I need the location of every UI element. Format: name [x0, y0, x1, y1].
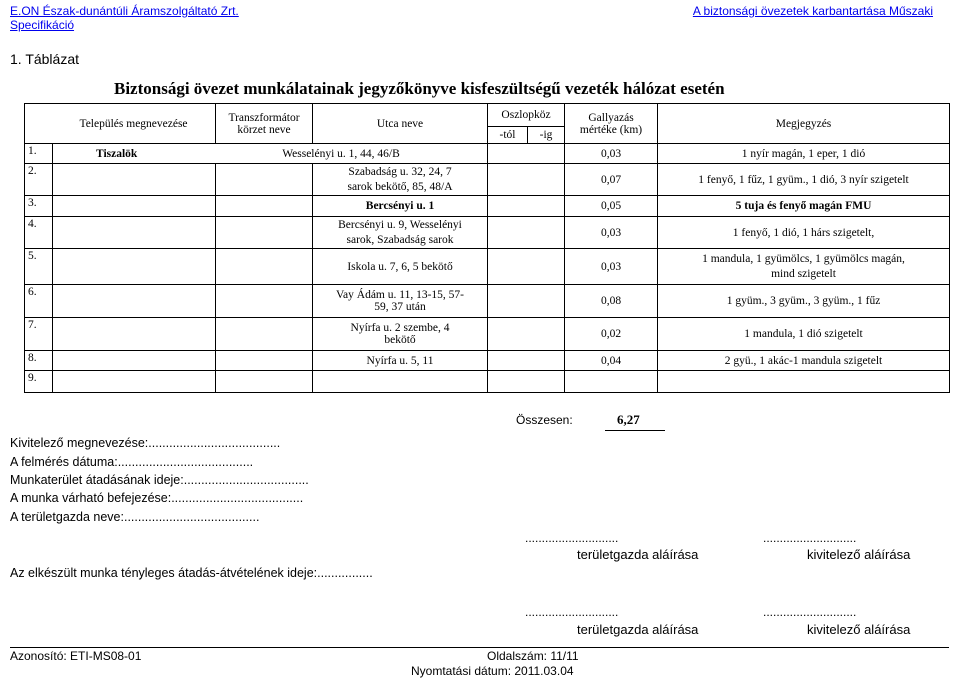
pruning-km: 0,03: [565, 144, 658, 164]
street-name: Wesselényi u. 1, 44, 46/B: [282, 147, 400, 160]
remark-cell: 1 gyüm., 3 gyüm., 3 gyüm., 1 fűz: [658, 285, 950, 318]
row-settlement-street: [53, 144, 488, 164]
street-cell: [313, 371, 488, 393]
settlement-cell: [53, 164, 216, 196]
table-row: [25, 217, 950, 249]
table-row: [25, 249, 950, 285]
street-name: Bercsényi u. 1: [313, 196, 488, 217]
land-manager-field: A területgazda neve:.......................................: [10, 510, 260, 524]
pruning-km: 0,02: [565, 318, 658, 351]
table-row: [25, 285, 950, 318]
table-row: [25, 144, 950, 164]
street-name: Iskola u. 7, 6, 5 bekötő: [313, 249, 488, 285]
signature-dots-contractor-1: ............................: [763, 531, 857, 545]
remark-cell: [658, 371, 950, 393]
total-value: 6,27: [617, 412, 640, 427]
remark-cell: 2 gyü., 1 akác-1 mandula szigetelt: [658, 351, 950, 371]
transformer-cell: [216, 318, 313, 351]
pole-span-cell: [488, 164, 565, 196]
total-label: Összesen:: [516, 413, 573, 427]
settlement-cell: [53, 196, 216, 217]
table-row: [25, 164, 950, 196]
transformer-cell: [216, 164, 313, 196]
table-row: [25, 318, 950, 351]
signature-dots-landowner-1: ............................: [525, 531, 619, 545]
specification-link[interactable]: Specifikáció: [10, 18, 75, 32]
settlement-name: Tiszalök: [96, 147, 138, 160]
remark-cell: 1 mandula, 1 dió szigetelt: [658, 318, 950, 351]
pole-span-cell: [488, 285, 565, 318]
col-header-settlement: Település megnevezése: [25, 104, 216, 144]
print-date: Nyomtatási dátum: 2011.03.04: [411, 664, 574, 678]
pruning-km: 0,07: [565, 164, 658, 196]
pole-span-cell: [488, 318, 565, 351]
col-header-pruning: Gallyazás mértéke (km): [565, 104, 658, 144]
col-header-street: Utca neve: [313, 104, 488, 144]
pole-span-cell: [488, 351, 565, 371]
pruning-cell: [565, 371, 658, 393]
remark-cell: 1 mandula, 1 gyümölcs, 1 gyümölcs magán, mind szigetelt: [658, 249, 950, 285]
row-number: 1.: [25, 144, 53, 164]
actual-handover-field: Az elkészült munka tényleges átadás-átvételének ideje:................: [10, 566, 373, 580]
contractor-signature-label-2: kivitelező aláírása: [807, 622, 911, 637]
document-title: A biztonsági övezetek karbantartása Műszaki: [692, 4, 933, 18]
col-header-pole-span: Oszlopköz: [488, 104, 565, 127]
survey-date-field: A felmérés dátuma:.......................................: [10, 455, 254, 469]
handover-date-field: Munkaterület átadásának ideje:....................................: [10, 473, 309, 487]
total-underline: [605, 430, 665, 431]
signature-dots-landowner-2: ............................: [525, 605, 619, 619]
settlement-cell: [53, 217, 216, 249]
row-number: 8.: [25, 351, 53, 371]
row-number: 6.: [25, 285, 53, 318]
contractor-signature-label-1: kivitelező aláírása: [807, 547, 911, 562]
row-number: 4.: [25, 217, 53, 249]
remark-cell: 5 tuja és fenyő magán FMU: [658, 196, 950, 217]
landowner-signature-label-2: területgazda aláírása: [577, 622, 699, 637]
street-name: Nyírfa u. 5, 11: [313, 351, 488, 371]
pole-span-cell: [488, 371, 565, 393]
settlement-cell: [53, 371, 216, 393]
pruning-km: 0,03: [565, 217, 658, 249]
company-name: E.ON Észak-dunántúli Áramszolgáltató Zrt.: [10, 4, 239, 18]
pruning-km: 0,05: [565, 196, 658, 217]
pruning-km: 0,04: [565, 351, 658, 371]
work-record-table: [24, 103, 949, 393]
street-name: Bercsényi u. 9, Wesselényi sarok, Szabadság sarok: [313, 217, 488, 249]
street-name: Vay Ádám u. 11, 13-15, 57- 59, 37 után: [313, 285, 488, 318]
col-header-remark: Megjegyzés: [658, 104, 950, 144]
footer-divider: [10, 647, 949, 648]
transformer-cell: [216, 351, 313, 371]
pole-span-cell: [488, 144, 565, 164]
row-number: 2.: [25, 164, 53, 196]
pole-span-cell: [488, 249, 565, 285]
street-name: Szabadság u. 32, 24, 7 sarok bekötő, 85, 48/A: [313, 164, 488, 196]
row-number: 7.: [25, 318, 53, 351]
landowner-signature-label-1: területgazda aláírása: [577, 547, 699, 562]
transformer-cell: [216, 285, 313, 318]
signature-dots-contractor-2: ............................: [763, 605, 857, 619]
table-row: [25, 371, 950, 393]
expected-finish-field: A munka várható befejezése:......................................: [10, 491, 304, 505]
document-id: Azonosító: ETI-MS08-01: [10, 649, 142, 663]
col-header-transformer: Transzformátor körzet neve: [216, 104, 313, 144]
contractor-name-field: Kivitelező megnevezése:......................................: [10, 436, 281, 450]
col-header-from: -tól: [488, 127, 528, 144]
settlement-cell: [53, 249, 216, 285]
pole-span-cell: [488, 217, 565, 249]
row-number: 5.: [25, 249, 53, 285]
pruning-km: 0,08: [565, 285, 658, 318]
remark-cell: 1 fenyő, 1 dió, 1 hárs szigetelt,: [658, 217, 950, 249]
table-header-row: [25, 104, 950, 127]
remark-cell: 1 nyír magán, 1 eper, 1 dió: [658, 144, 950, 164]
street-name: Nyírfa u. 2 szembe, 4 bekötő: [313, 318, 488, 351]
settlement-cell: [53, 351, 216, 371]
pole-span-cell: [488, 196, 565, 217]
settlement-cell: [53, 318, 216, 351]
pruning-km: 0,03: [565, 249, 658, 285]
table-label: 1. Táblázat: [10, 51, 80, 67]
page-number: Oldalszám: 11/11: [487, 649, 579, 663]
settlement-cell: [53, 285, 216, 318]
transformer-cell: [216, 249, 313, 285]
row-number: 3.: [25, 196, 53, 217]
table-title: Biztonsági övezet munkálatainak jegyzőkönyve kisfeszültségű vezeték hálózat esetén: [114, 79, 725, 98]
transformer-cell: [216, 217, 313, 249]
transformer-cell: [216, 371, 313, 393]
remark-cell: 1 fenyő, 1 fűz, 1 gyüm., 1 dió, 3 nyír szigetelt: [658, 164, 950, 196]
transformer-cell: [216, 196, 313, 217]
row-number: 9.: [25, 371, 53, 393]
col-header-to: -ig: [528, 127, 565, 144]
table-row: [25, 351, 950, 371]
table-row: [25, 196, 950, 217]
